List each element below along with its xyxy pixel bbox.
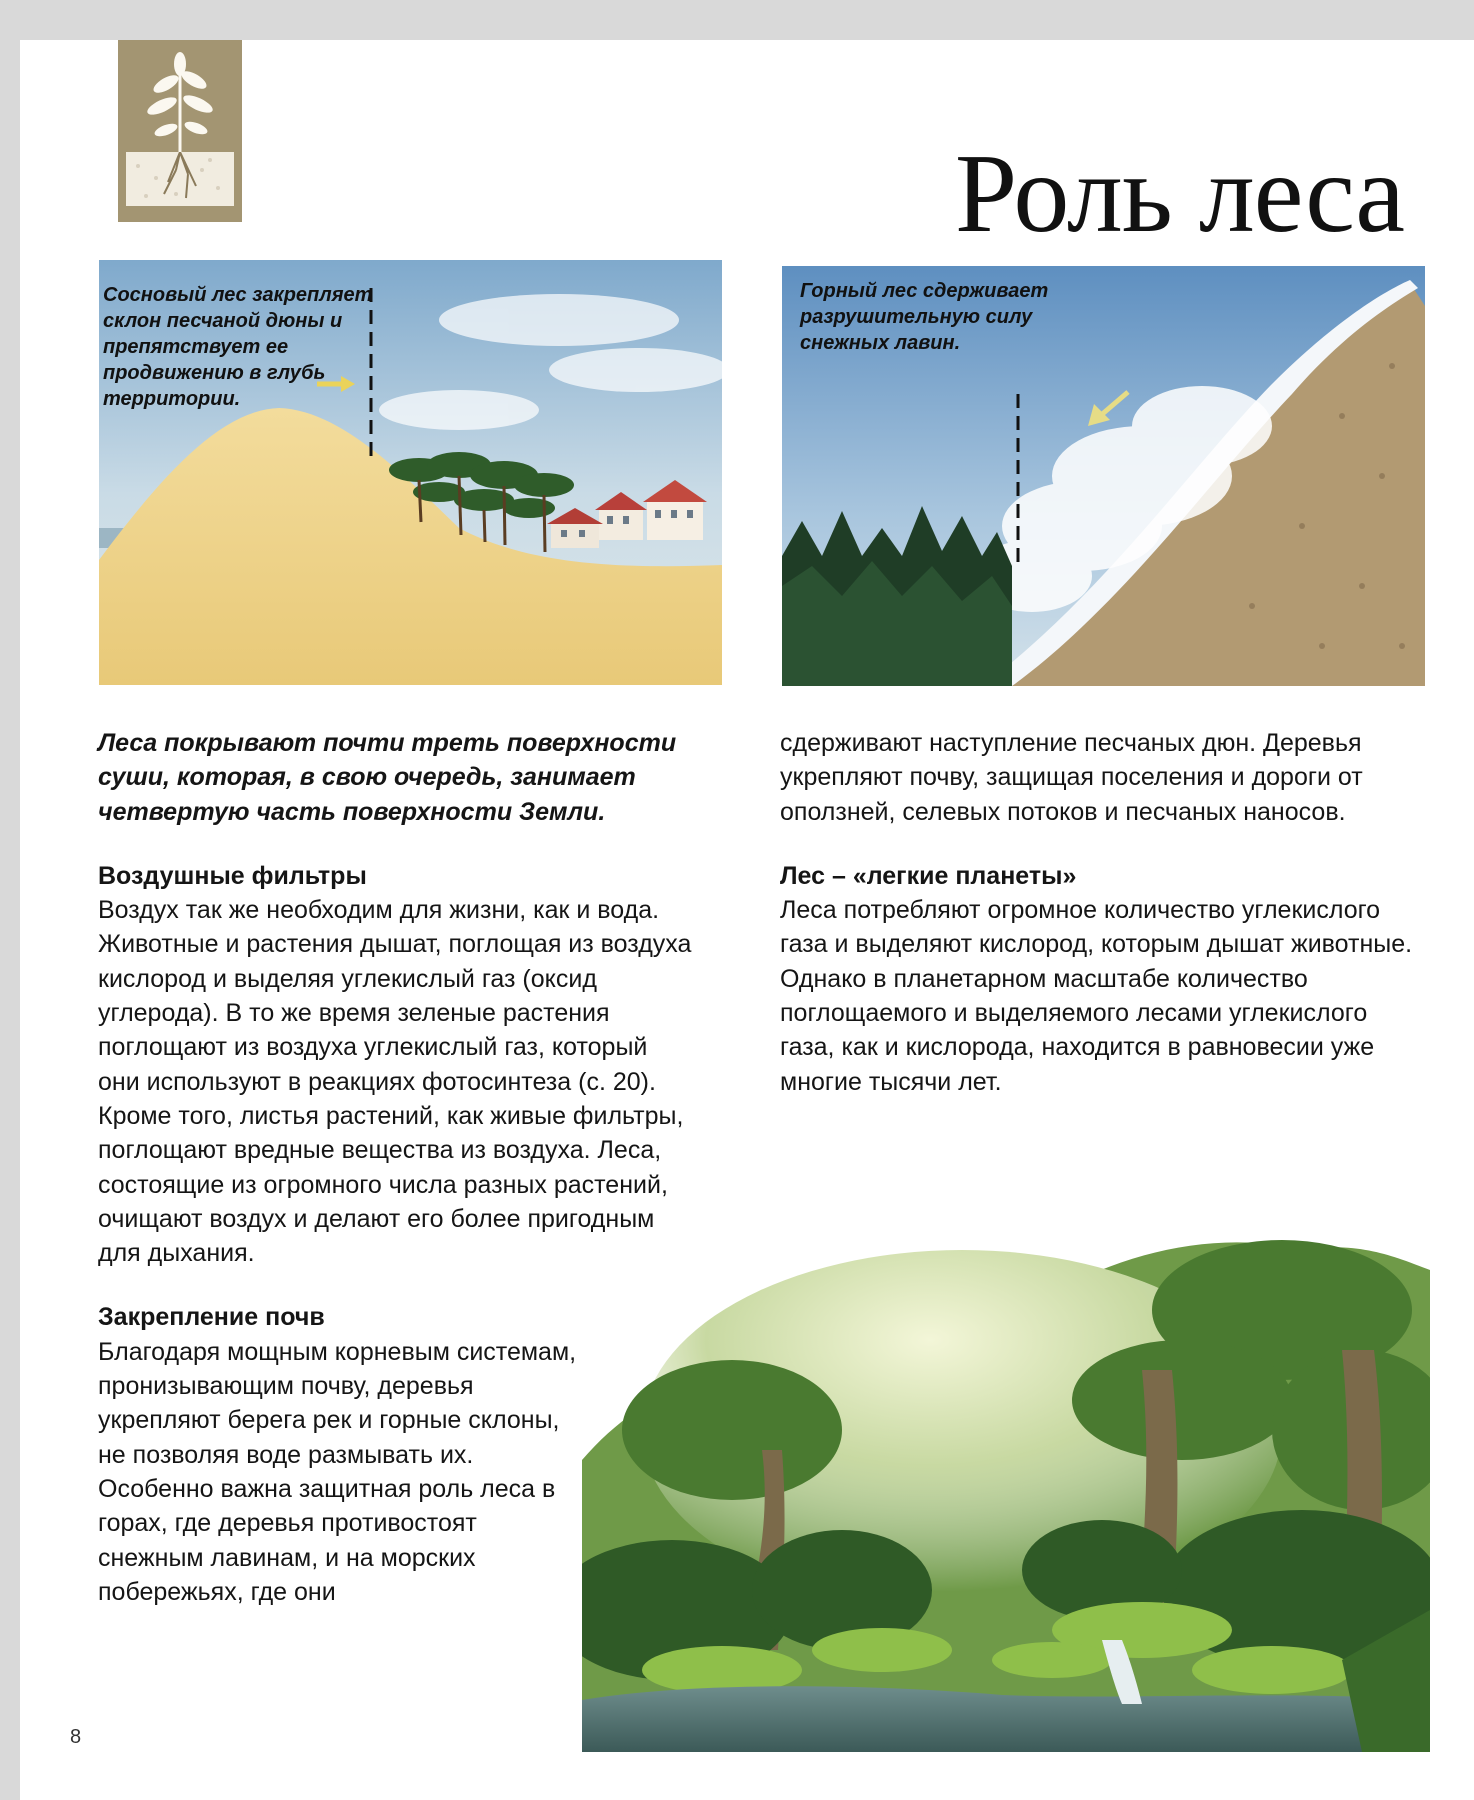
avalanche-illustration bbox=[782, 266, 1425, 686]
intro-paragraph: Леса покрывают почти треть поверхности суши, которая, в свою очередь, занимает четвертую часть поверхности Земли. bbox=[98, 729, 677, 826]
seedling-icon bbox=[126, 48, 234, 214]
avalanche-caption: Горный лес сдерживает разрушительную силу снежных лавин. bbox=[800, 280, 1049, 354]
dune-illustration bbox=[99, 260, 722, 685]
paragraph-air-filters: Воздух так же необходим для жизни, как и вода. Животные и растения дышат, поглощая из воздуха кислород и выделяя углекислый газ (оксид углерода). В то же время зеленые растения поглощают из воздуха углекислый газ, который они используют в реакциях фотосинтеза (с. 20). Кроме того, листья растений, как живые фильтры, поглощают вредные вещества из воздуха. Леса, состоящие из огромного числа разных растений, очищают воздух и делают его более пригодным для дыхания. bbox=[98, 896, 692, 1268]
dune-caption: Сосновый лес закрепляет склон песчаной дюны и препятствует ее продвижению в глубь территории. bbox=[103, 284, 373, 410]
chapter-emblem bbox=[118, 40, 242, 222]
page-title: Роль леса bbox=[954, 132, 1404, 256]
page-number: 8 bbox=[70, 1726, 82, 1748]
page bbox=[20, 40, 1474, 1800]
forest-scene-illustration bbox=[582, 1230, 1430, 1752]
paragraph-lungs: Леса потребляют огромное количество углекислого газа и выделяют кислород, которым дышат животные. Однако в планетарном масштабе количество поглощаемого и выделяемого лесами углекислого газа, как и кислорода, находится в равновесии уже многие тысячи лет. bbox=[780, 896, 1413, 1096]
paragraph-soil-part1: Благодаря мощным корневым системам, пронизывающим почву, деревья укрепляют берега рек и горные склоны, не позволяя воде размывать их. Особенно важна защитная роль леса в горах, где деревья противостоят снежным лавинам, и на морских побережьях, где они bbox=[98, 1337, 577, 1606]
heading-lungs: Лес – «легкие планеты» bbox=[780, 861, 1077, 890]
right-column bbox=[780, 726, 1420, 1099]
left-column bbox=[98, 726, 694, 1609]
paragraph-soil-part2: сдерживают наступление песчаных дюн. Деревья укрепляют почву, защищая поселения и дороги от оползней, селевых потоков и песчаных наносов. bbox=[780, 729, 1363, 826]
heading-air-filters: Воздушные фильтры bbox=[98, 861, 367, 890]
heading-soil: Закрепление почв bbox=[98, 1303, 325, 1332]
